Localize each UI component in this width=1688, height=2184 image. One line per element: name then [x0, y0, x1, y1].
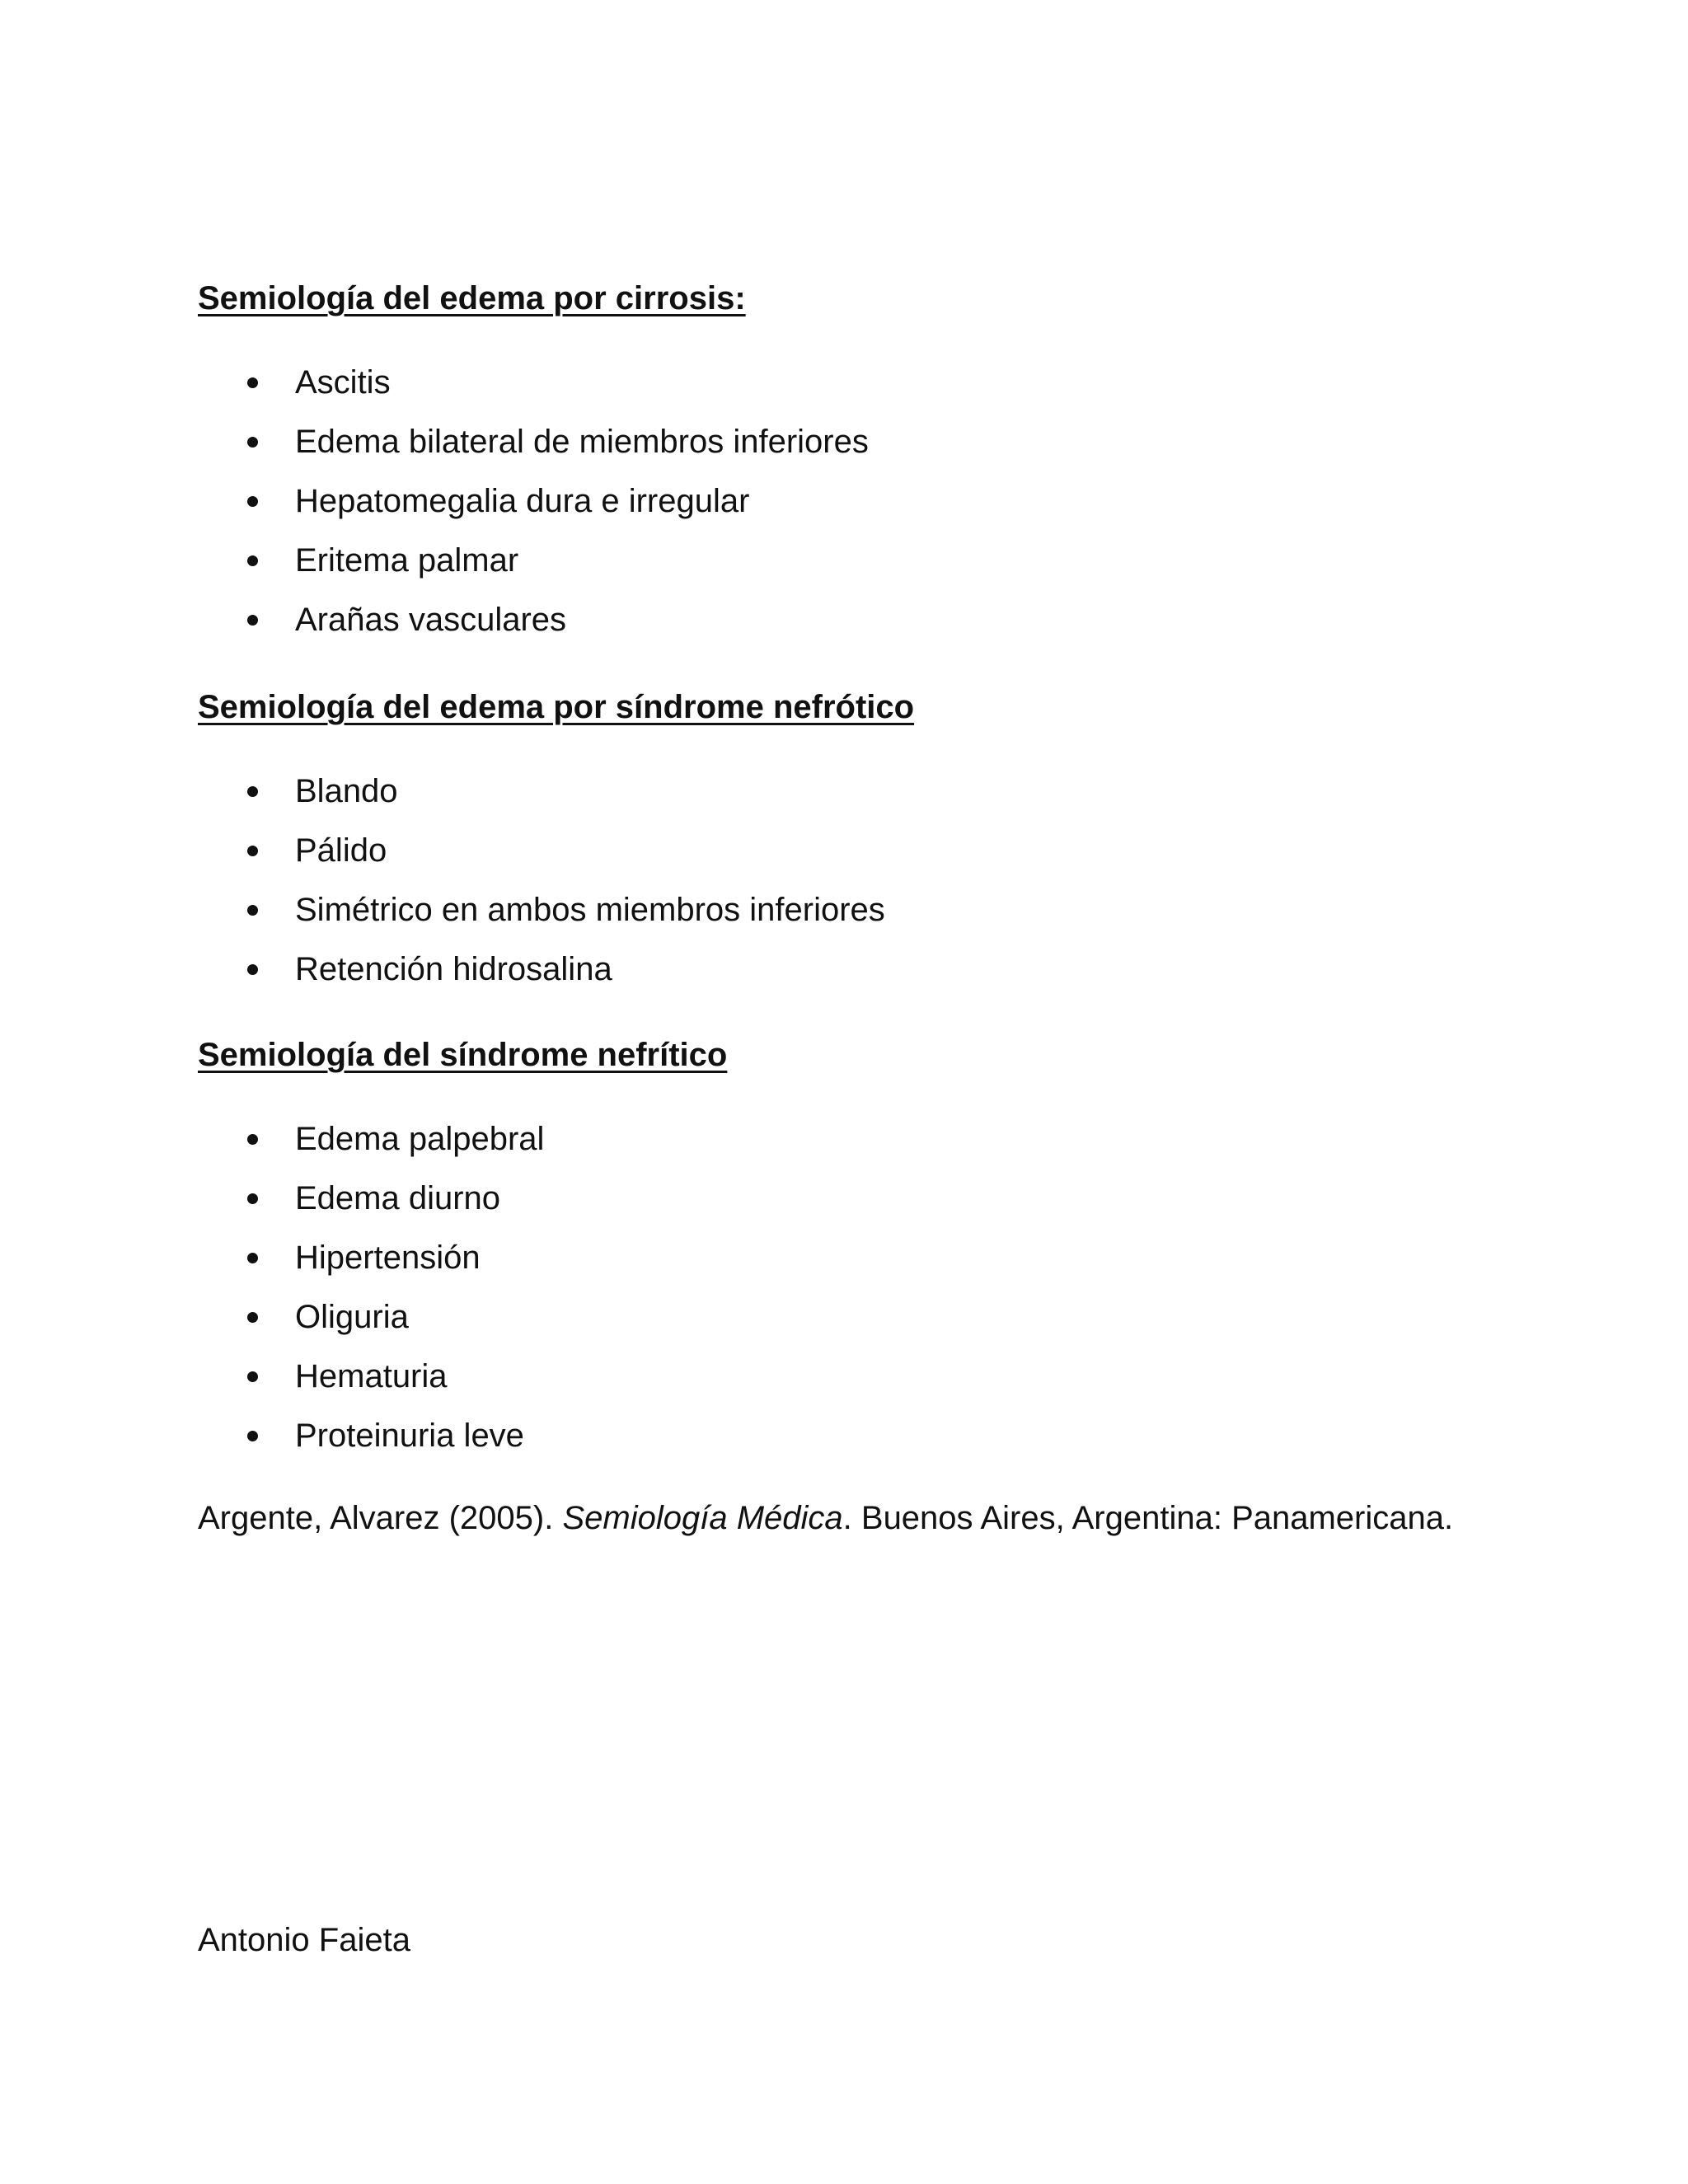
- author-name: Antonio Faieta: [198, 1922, 410, 1958]
- citation-title: Semiología Médica: [562, 1500, 843, 1536]
- bullet-icon: [247, 1193, 258, 1204]
- bullet-icon: [247, 846, 258, 856]
- bullet-icon: [247, 964, 258, 975]
- section-heading-cirrosis: Semiología del edema por cirrosis:: [198, 280, 746, 316]
- section-heading-sindrome-nefritico: Semiología del síndrome nefrítico: [198, 1037, 728, 1073]
- bullet-icon: [247, 1253, 258, 1263]
- section-heading-sindrome-nefrotico: Semiología del edema por síndrome nefrótico: [198, 689, 915, 725]
- citation-authors: Argente, Alvarez (2005).: [198, 1500, 563, 1536]
- bullet-icon: [247, 905, 258, 916]
- bullet-icon: [247, 437, 258, 448]
- bibliographic-citation: [198, 1498, 1453, 1538]
- citation-publisher: . Buenos Aires, Argentina: Panamericana.: [842, 1500, 1454, 1536]
- bullet-icon: [247, 496, 258, 507]
- bullet-icon: [247, 1431, 258, 1441]
- document-page: Semiología del edema por cirrosis: Ascitis Edema bilateral de miembros inferiores Hepatomegalia dura e irregular Eritema palmar Arañas vasculares Semiología del edema por síndrome nefrótico Blando Pálido Simétrico en ambos miembros inferiores Retención hidrosalina Semiología del síndrome nefrítico Edema palpebral Edema diurno Hipertensión Oliguria Hematuria Proteinuria leve Argente, Alvarez (2005). Semiología Médica. Buenos Aires, Argentina: Panamericana. Antonio Faieta: [198, 280, 1454, 1958]
- bullet-icon: [247, 1371, 258, 1382]
- bullet-icon: [247, 1134, 258, 1145]
- bullet-icon: [247, 555, 258, 566]
- bullet-icon: [247, 377, 258, 388]
- bullet-icon: [247, 786, 258, 797]
- bullet-icon: [247, 1312, 258, 1323]
- bullet-icon: [247, 615, 258, 626]
